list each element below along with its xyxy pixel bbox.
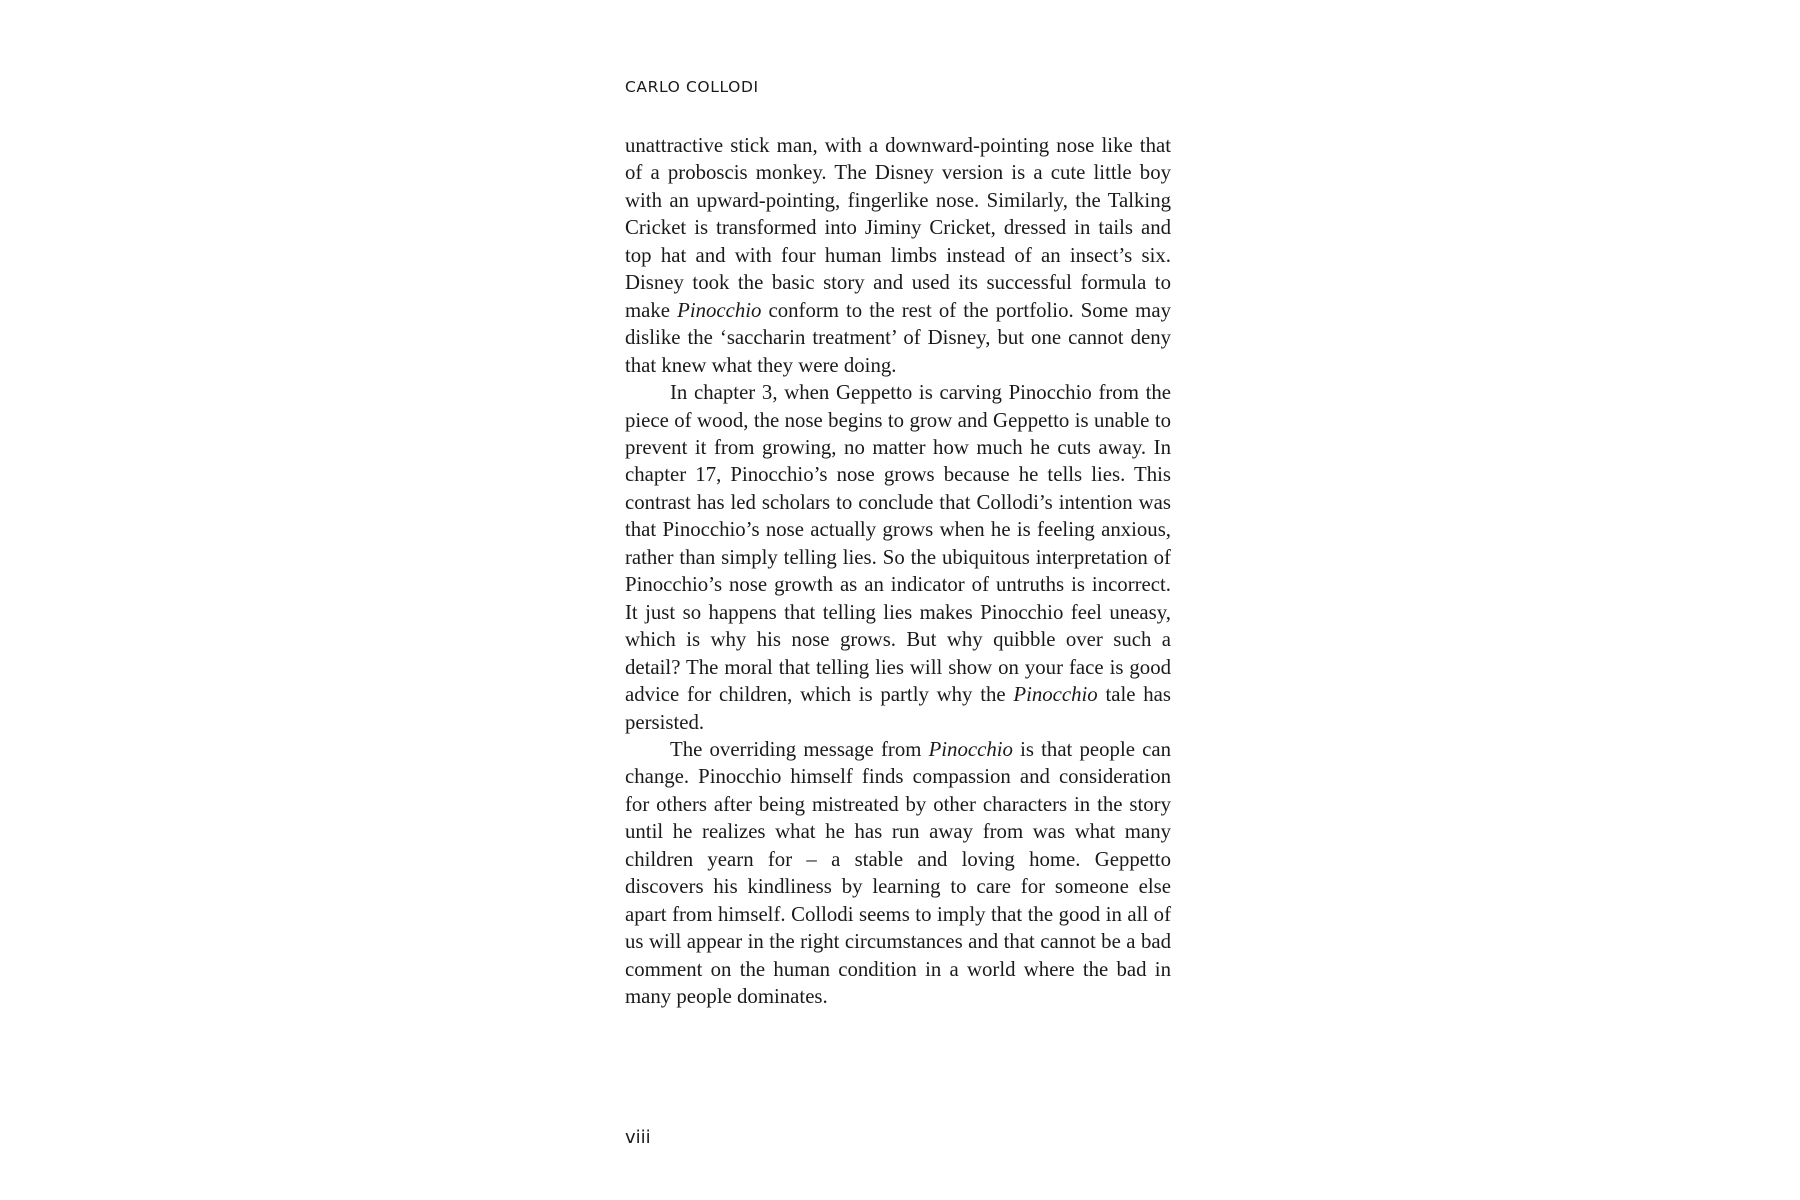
body-text (625, 132, 1171, 1011)
text-segment: unattractive stick man, with a downward-pointing nose like that of a proboscis monkey. The Disney version is a cute little boy with an upward-pointing, fingerlike nose. Similarly, the Talking Cricket is transformed into Jiminy Cricket, dressed in tails and top hat and with four human limbs instead of an insect’s six. Disney took the basic story and used its successful formula to make (625, 134, 1171, 322)
text-segment: conform to the rest of the portfolio. Some may dislike the ‘saccharin treatment’ of Disney, but one cannot deny that knew what they were doing. (625, 298, 1171, 377)
text-segment: tale has persisted. (625, 683, 1171, 734)
text-segment: is that people can change. Pinocchio himself finds compassion and consideration for others after being mistreated by other characters in the story until he realizes what he has run away from was what many children yearn for – a stable and loving home. Geppetto discovers his kindliness by learning to care for someone else apart from himself. Collodi seems to imply that the good in all of us will appear in the right circumstances and that cannot be a bad comment on the human condition in a world where the bad in many people dominates. (625, 737, 1171, 1009)
book-title-italic: Pinocchio (677, 298, 762, 322)
paragraph-1 (625, 132, 1171, 379)
book-page (625, 0, 1171, 1200)
book-title-italic: Pinocchio (928, 737, 1013, 761)
text-segment: The overriding message from (670, 737, 929, 761)
paragraph-2 (625, 379, 1171, 736)
running-head: CARLO COLLODI (625, 78, 759, 96)
text-segment: In chapter 3, when Geppetto is carving Pinocchio from the piece of wood, the nose begins to grow and Geppetto is unable to prevent it from growing, no matter how much he cuts away. In chapter 17, Pinocchio’s nose grows because he tells lies. This contrast has led scholars to conclude that Collodi’s intention was that Pinocchio’s nose actually grows when he is feeling anxious, rather than simply telling lies. So the ubiquitous interpretation of Pinocchio’s nose growth as an indicator of untruths is incorrect. It just so happens that telling lies makes Pinocchio feel uneasy, which is why his nose grows. But why quibble over such a detail? The moral that telling lies will show on your face is good advice for children, which is partly why the (625, 381, 1171, 707)
paragraph-3 (625, 736, 1171, 1011)
page-number: viii (625, 1127, 651, 1148)
book-title-italic: Pinocchio (1013, 683, 1098, 707)
